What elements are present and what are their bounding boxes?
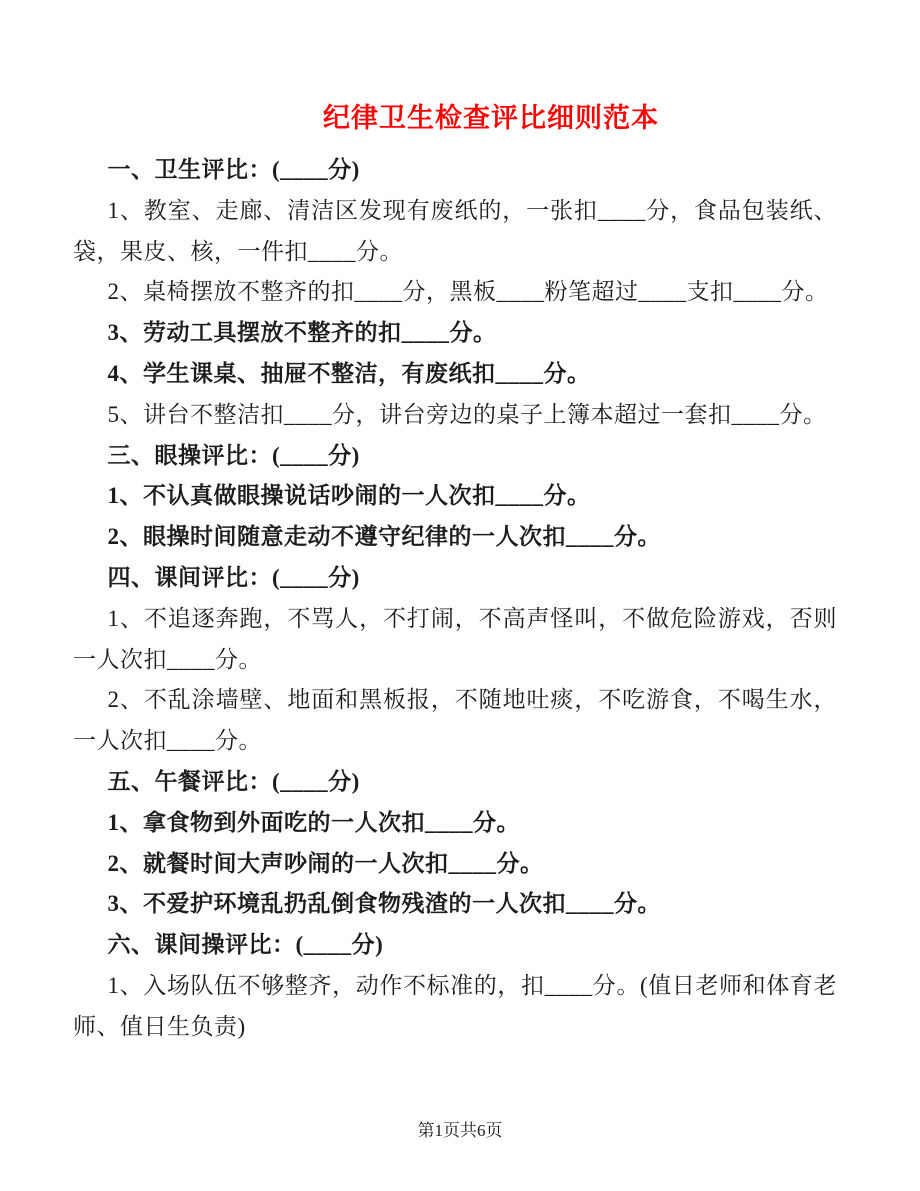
paragraph: 一、卫生评比：(____分) bbox=[107, 157, 360, 182]
paragraph: 2、不乱涂墙壁、地面和黑板报，不随地吐痰，不吃游食，不喝生水，一人次扣____分。 bbox=[73, 687, 837, 754]
paragraph: 1、入场队伍不够整齐，动作不标准的，扣____分。(值日老师和体育老师、值日生负责) bbox=[73, 972, 837, 1039]
paragraph: 四、课间评比：(____分) bbox=[107, 564, 360, 590]
paragraph: 六、课间操评比：(____分) bbox=[107, 932, 384, 958]
paragraph: 1、拿食物到外面吃的一人次扣____分。 bbox=[107, 809, 520, 835]
paragraph: 2、就餐时间大声吵闹的一人次扣____分。 bbox=[107, 850, 544, 876]
paragraph: 3、不爱护环境乱扔乱倒食物残渣的一人次扣____分。 bbox=[107, 891, 661, 917]
paragraph: 2、眼操时间随意走动不遵守纪律的一人次扣____分。 bbox=[107, 524, 661, 550]
paragraph: 2、桌椅摆放不整齐的扣____分，黑板____粉笔超过____支扣____分。 bbox=[107, 279, 829, 305]
page-footer bbox=[0, 1116, 920, 1141]
paragraph: 1、教室、走廊、清洁区发现有废纸的，一张扣____分，食品包装纸、袋，果皮、核，一件扣____分。 bbox=[73, 197, 837, 264]
paragraph: 4、学生课桌、抽屉不整洁，有废纸扣____分。 bbox=[107, 360, 591, 386]
paragraph: 1、不认真做眼操说话吵闹的一人次扣____分。 bbox=[107, 483, 591, 509]
paragraph: 1、不追逐奔跑，不骂人，不打闹，不高声怪叫，不做危险游戏，否则一人次扣____分。 bbox=[73, 605, 837, 672]
document-body bbox=[73, 150, 837, 1048]
paragraph: 5、讲台不整洁扣____分，讲台旁边的桌子上簿本超过一套扣____分。 bbox=[107, 401, 827, 427]
paragraph: 三、眼操评比：(____分) bbox=[107, 442, 360, 468]
paragraph: 3、劳动工具摆放不整齐的扣____分。 bbox=[107, 320, 497, 346]
document-title: 纪律卫生检查评比细则范本 bbox=[323, 103, 659, 133]
page-number-indicator: 第1页共6页 bbox=[417, 1121, 503, 1140]
paragraph: 五、午餐评比：(____分) bbox=[107, 768, 360, 794]
